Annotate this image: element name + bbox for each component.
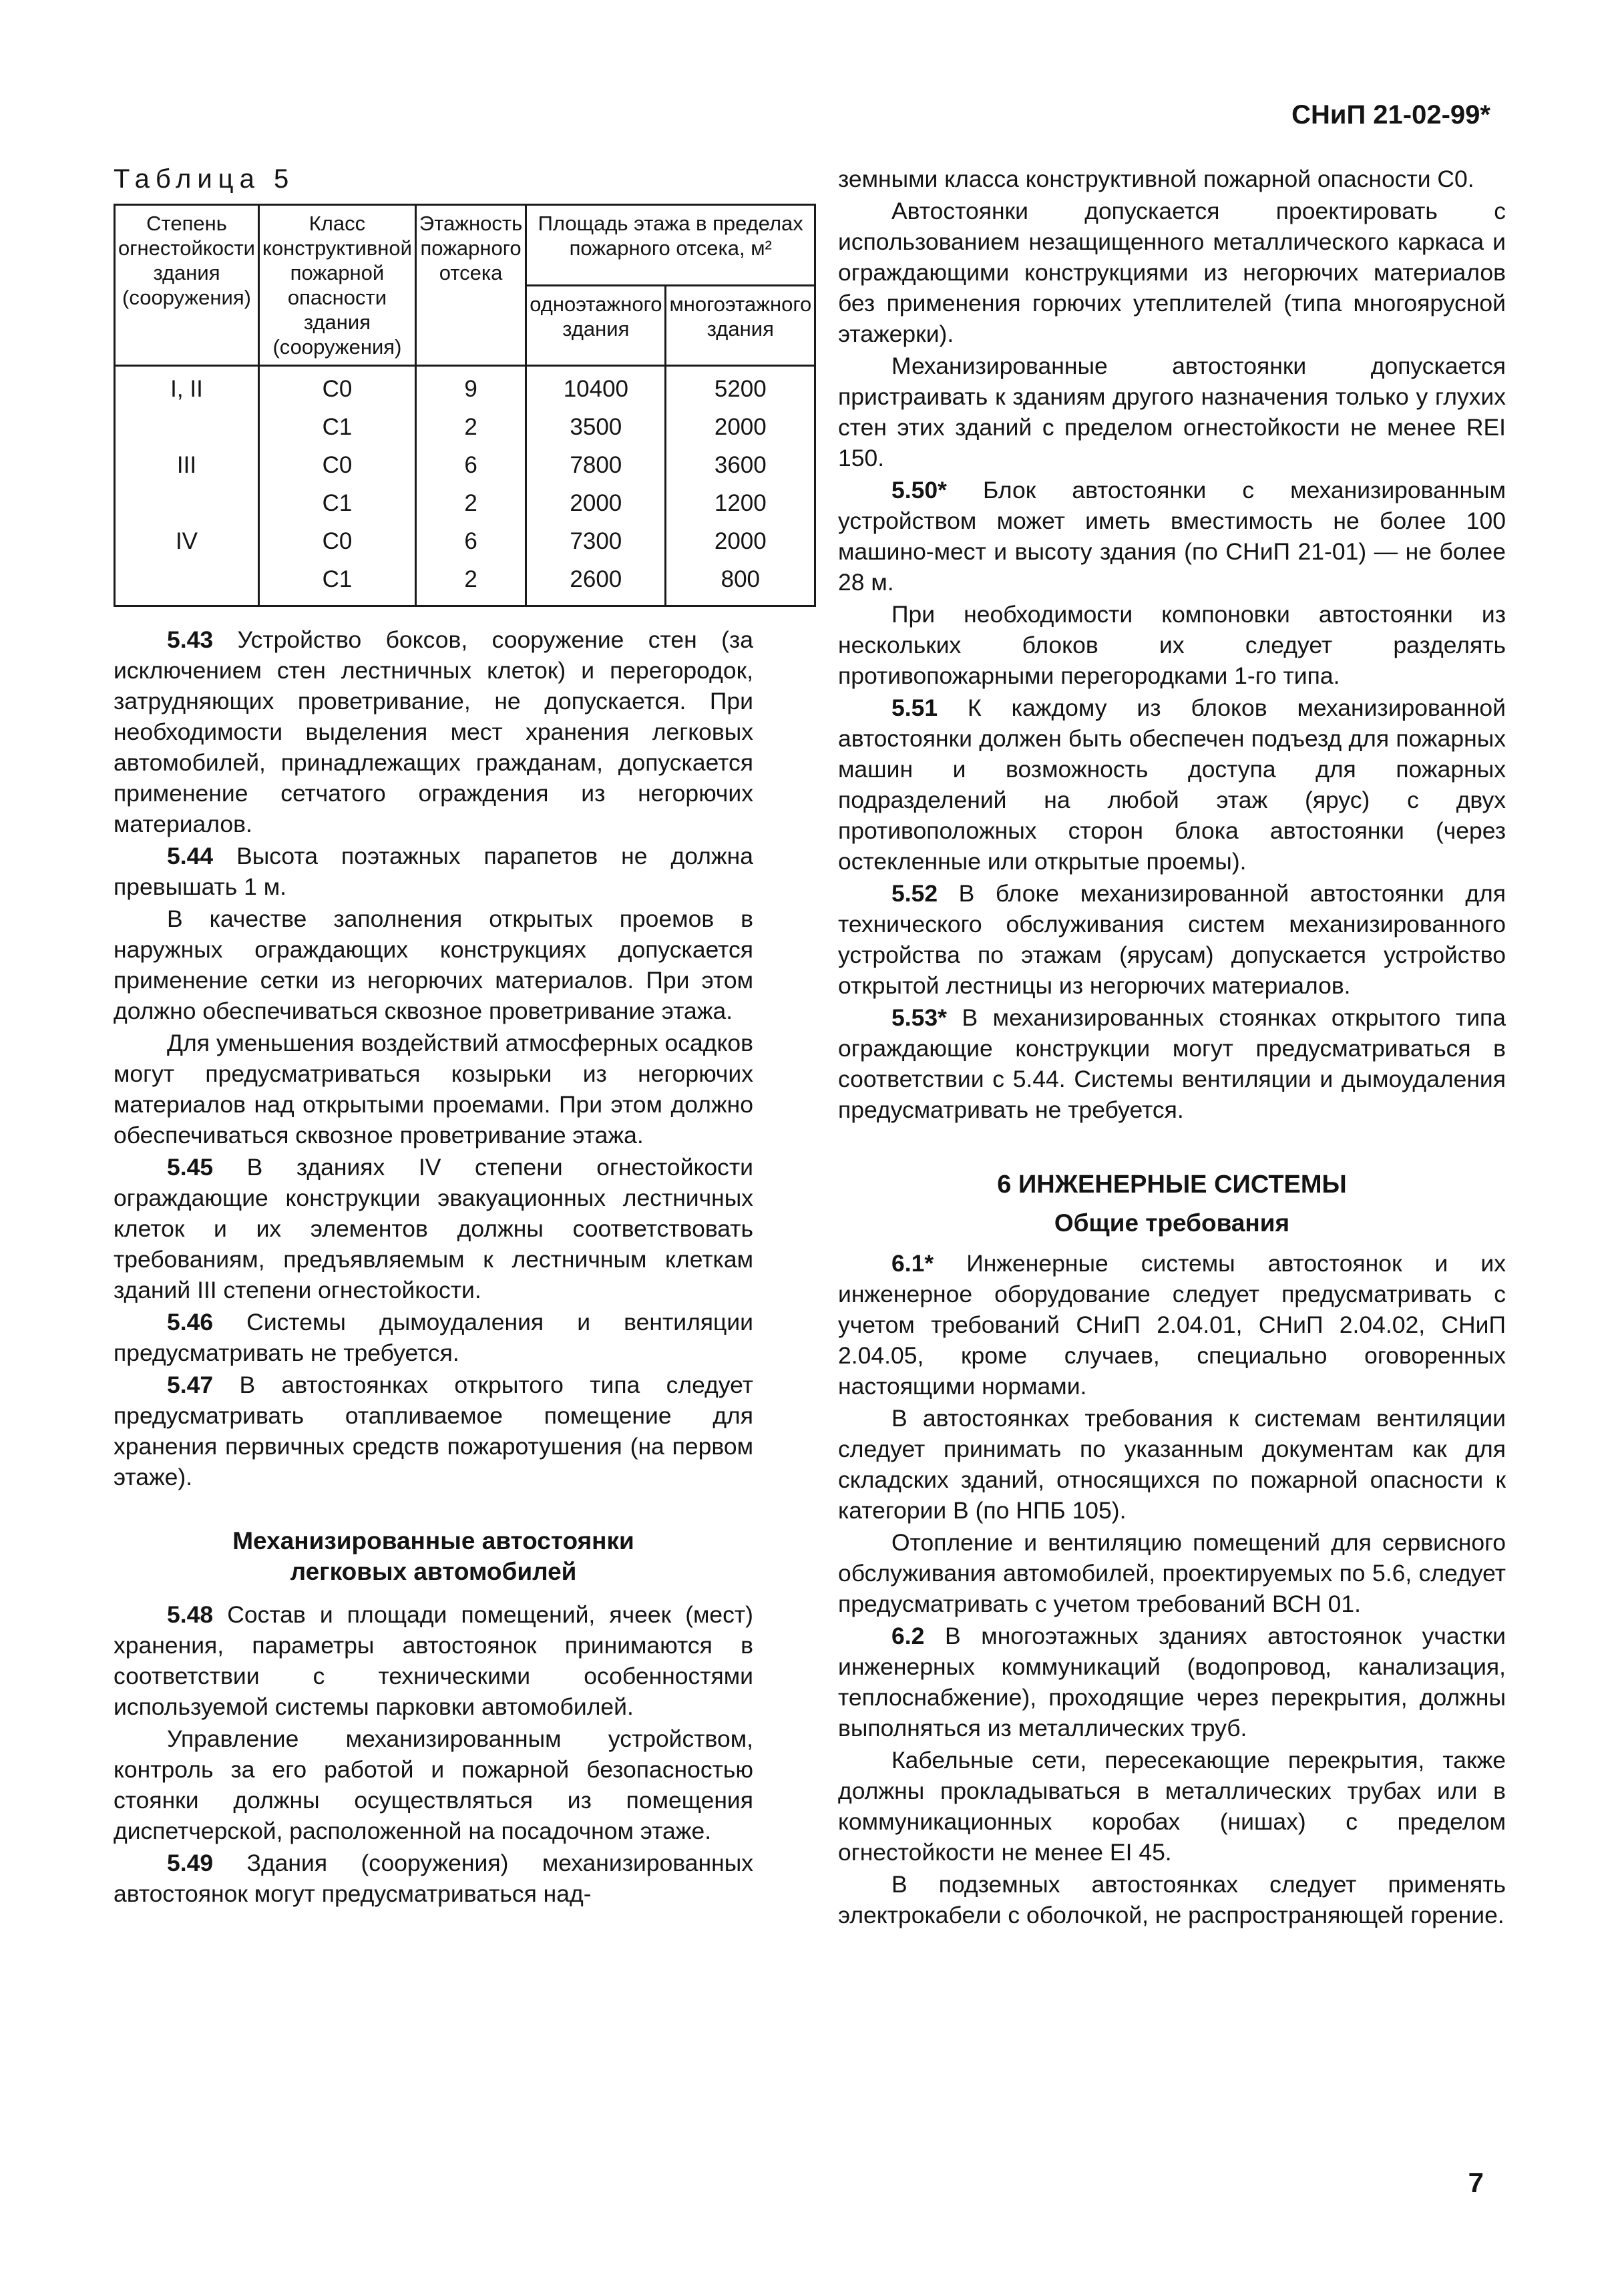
- table-cell: 7300: [526, 524, 666, 562]
- subheading-mechanized-parking: [114, 1526, 753, 1587]
- clause-number: 5.50*: [891, 477, 947, 503]
- table-header-single-storey: одноэтажного здания: [526, 285, 666, 366]
- table-cell: [115, 410, 259, 448]
- table-header-construction-class: Класс конструктивной пожарной опасности здания (сооружения): [258, 205, 415, 366]
- paragraph-text: Устройство боксов, сооружение стен (за исключением стен лестничных клеток) и перегородок, затрудняющих проветривание, не допускается. При необходимости выделения мест хранения легковых автомобилей, принадлежащих гражданам, допускается применение сетчатого ограждения из негорючих материалов.: [114, 626, 753, 837]
- paragraph-text: Здания (сооружения) механизированных автостоянок могут предусматриваться над-: [114, 1850, 753, 1907]
- table-label: Таблица 5: [114, 164, 295, 194]
- paragraph-5-48: [114, 1599, 753, 1722]
- paragraph-text: В зданиях IV степени огнестойкости ограждающие конструкции эвакуационных лестничных клеток и их элементов должны соответствовать требованиям, предъявляемым к лестничным клеткам зданий III степени огнестойкости.: [114, 1154, 753, 1303]
- table-row: [115, 448, 815, 486]
- table-row: [115, 562, 815, 606]
- paragraph-5-52: [838, 878, 1506, 1001]
- left-column: [114, 164, 812, 1910]
- paragraph: Автостоянки допускается проектировать с использованием незащищенного металлического каркаса и ограждающими конструкциями из негорючих материалов без применения горючих утеплителей (типа многоярусной этажерки).: [838, 198, 1506, 347]
- paragraph-text: Системы дымоудаления и вентиляции предусматривать не требуется.: [114, 1309, 753, 1366]
- paragraph: Управление механизированным устройством, контроль за его работой и пожарной безопасностью стоянки должны осуществляться из помещения диспетчерской, расположенной на посадочном этаже.: [114, 1725, 753, 1844]
- paragraph: При необходимости компоновки автостоянки из нескольких блоков их следует разделять противопожарными перегородками 1-го типа.: [838, 601, 1506, 689]
- table-cell: 2: [415, 486, 526, 524]
- table-cell: С0: [258, 448, 415, 486]
- paragraph-5-51: [838, 692, 1506, 877]
- paragraph-text: В многоэтажных зданиях автостоянок участки инженерных коммуникаций (водопровод, канализация, теплоснабжение), проходящие через перекрытия, должны выполняться из металлических труб.: [838, 1623, 1506, 1741]
- paragraph: В качестве заполнения открытых проемов в наружных ограждающих конструкциях допускается применение сетки из негорючих материалов. При этом должно обеспечиваться сквозное проветривание этажа.: [114, 905, 753, 1024]
- table-row: [115, 410, 815, 448]
- subheading-line: легковых автомобилей: [290, 1558, 577, 1585]
- table-row: [115, 486, 815, 524]
- paragraph: В подземных автостоянках следует применять электрокабели с оболочкой, не распространяющей горение.: [838, 1871, 1506, 1928]
- section-subheading: Общие требования: [1054, 1209, 1290, 1237]
- subheading-line: Механизированные автостоянки: [232, 1527, 634, 1554]
- table-cell: 3600: [666, 448, 815, 486]
- table-cell: I, II: [115, 366, 259, 411]
- clause-number: 5.51: [891, 694, 938, 721]
- table-cell: С1: [258, 410, 415, 448]
- table-header-fire-resistance: Степень огнестойкости здания (сооружения): [115, 205, 259, 366]
- table-cell: С1: [258, 562, 415, 606]
- clause-number: 6.1*: [891, 1250, 934, 1277]
- table-cell: С1: [258, 486, 415, 524]
- clause-number: 5.49: [167, 1850, 214, 1876]
- clause-number: 5.46: [167, 1309, 214, 1335]
- right-column: [838, 164, 1506, 1932]
- paragraph: В автостоянках требования к системам вентиляции следует принимать по указанным документам как для складских зданий, относящихся по пожарной опасности к категории В (по НПБ 105).: [838, 1405, 1506, 1524]
- paragraph-5-44: [114, 841, 753, 902]
- paragraph-5-50: [838, 475, 1506, 598]
- table-cell: С0: [258, 524, 415, 562]
- paragraph-6-1: [838, 1248, 1506, 1402]
- table-cell: 2: [415, 410, 526, 448]
- table-header-floor-area: Площадь этажа в пределах пожарного отсека, м²: [526, 205, 815, 286]
- paragraph-5-53: [838, 1002, 1506, 1125]
- table-cell: 2: [415, 562, 526, 606]
- paragraph-text: Высота поэтажных парапетов не должна превышать 1 м.: [114, 843, 753, 900]
- paragraph-6-2: [838, 1621, 1506, 1743]
- paragraph-text: В блоке механизированной автостоянки для технического обслуживания систем механизированного устройства по этажам (ярусам) допускается устройство открытой лестницы из негорючих материалов.: [838, 880, 1506, 999]
- table-cell: 5200: [666, 366, 815, 411]
- document-code-header: СНиП 21-02-99*: [1291, 100, 1490, 130]
- paragraph: Механизированные автостоянки допускается пристраивать к зданиям другого назначения только у глухих стен этих зданий с пределом огнестойкости не менее REI 150.: [838, 353, 1506, 471]
- clause-number: 5.47: [167, 1372, 214, 1398]
- table-header-multi-storey: многоэтажного здания: [666, 285, 815, 366]
- paragraph: Кабельные сети, пересекающие перекрытия, также должны прокладываться в металлических трубах или в коммуникационных коробах (нишах) с пределом огнестойкости не менее EI 45.: [838, 1747, 1506, 1866]
- paragraph-text: К каждому из блоков механизированной автостоянки должен быть обеспечен подъезд для пожарных машин и возможность доступа для пожарных подразделений на любой этаж (ярус) с двух противоположных сторон блока автостоянки (через остекленные или открытые проемы).: [838, 694, 1506, 875]
- table-row: [115, 524, 815, 562]
- table-cell: 6: [415, 524, 526, 562]
- paragraph: Для уменьшения воздействий атмосферных осадков могут предусматриваться козырьки из негорючих материалов над открытыми проемами. При этом должно обеспечиваться сквозное проветривание этажа.: [114, 1030, 753, 1149]
- clause-number: 5.52: [891, 880, 938, 907]
- clause-number: 6.2: [891, 1623, 925, 1649]
- clause-number: 5.44: [167, 843, 214, 869]
- table-cell: 1200: [666, 486, 815, 524]
- table-cell: [115, 562, 259, 606]
- clause-number: 5.48: [167, 1601, 214, 1628]
- paragraph-text: В автостоянках открытого типа следует предусматривать отапливаемое помещение для хранения первичных средств пожаротушения (на первом этаже).: [114, 1372, 753, 1490]
- paragraph-text: В механизированных стоянках открытого типа ограждающие конструкции могут предусматриваться в соответствии с 5.44. Системы вентиляции и дымоудаления предусматривать не требуется.: [838, 1004, 1506, 1123]
- table-5: [114, 204, 816, 607]
- paragraph-text: Состав и площади помещений, ячеек (мест) хранения, параметры автостоянок принимаются в соответствии с техническими особенностями используемой системы парковки автомобилей.: [114, 1601, 753, 1720]
- table-cell: 10400: [526, 366, 666, 411]
- table-cell: 2000: [526, 486, 666, 524]
- table-row: [115, 366, 815, 411]
- table-cell: 7800: [526, 448, 666, 486]
- paragraph-text: Инженерные системы автостоянок и их инженерное оборудование следует предусматривать с учетом требований СНиП 2.04.01, СНиП 2.04.02, СНиП 2.04.05, кроме случаев, специально оговоренных настоящими нормами.: [838, 1250, 1506, 1400]
- table-cell: III: [115, 448, 259, 486]
- table-cell: 3500: [526, 410, 666, 448]
- table-cell: 2600: [526, 562, 666, 606]
- paragraph-continuation: земными класса конструктивной пожарной опасности С0.: [838, 166, 1474, 192]
- clause-number: 5.45: [167, 1154, 214, 1181]
- table-header-storeys: Этажность пожарного отсека: [415, 205, 526, 366]
- section-heading: 6 ИНЖЕНЕРНЫЕ СИСТЕМЫ: [997, 1171, 1347, 1199]
- paragraph-5-43: [114, 624, 753, 839]
- table-cell: 2000: [666, 524, 815, 562]
- table-cell: 2000: [666, 410, 815, 448]
- paragraph-5-45: [114, 1152, 753, 1305]
- paragraph-5-46: [114, 1307, 753, 1368]
- paragraph: Отопление и вентиляцию помещений для сервисного обслуживания автомобилей, проектируемых по 5.6, следует предусматривать с учетом требований ВСН 01.: [838, 1529, 1506, 1617]
- clause-number: 5.43: [167, 626, 214, 653]
- clause-number: 5.53*: [891, 1004, 947, 1031]
- table-cell: [115, 486, 259, 524]
- page-number: 7: [1468, 2167, 1484, 2198]
- table-cell: 6: [415, 448, 526, 486]
- table-cell: IV: [115, 524, 259, 562]
- paragraph-text: Блок автостоянки с механизированным устройством может иметь вместимость не более 100 машино-мест и высоту здания (по СНиП 21-01) — не более 28 м.: [838, 477, 1506, 596]
- table-cell: 800: [666, 562, 815, 606]
- table-cell: С0: [258, 366, 415, 411]
- table-cell: 9: [415, 366, 526, 411]
- paragraph-5-49: [114, 1848, 753, 1909]
- paragraph-5-47: [114, 1370, 753, 1492]
